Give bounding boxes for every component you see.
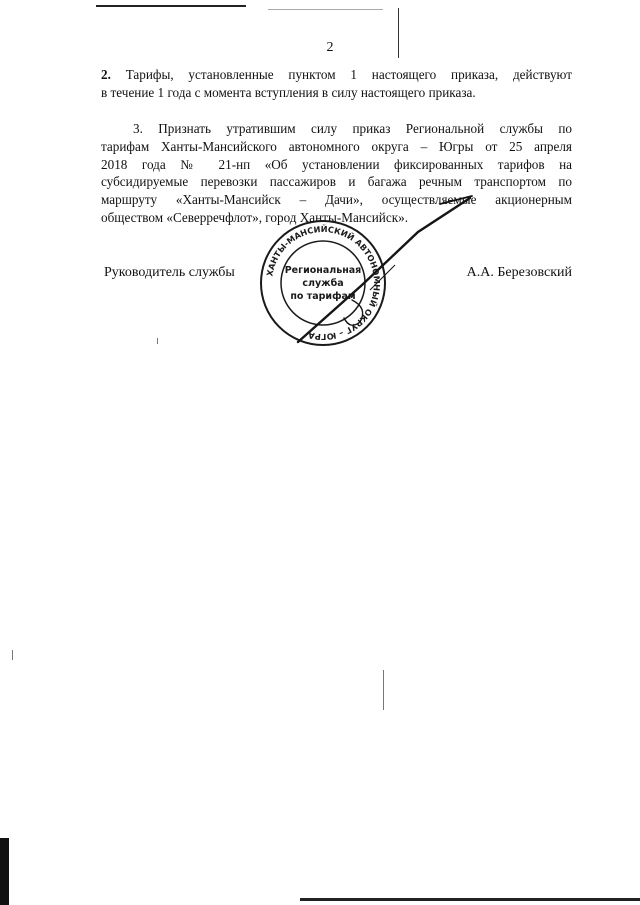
scan-artifact-top-faint [268,9,383,10]
paragraph-tariff-validity [101,66,572,102]
paragraph-number: 2. [101,67,111,82]
scan-artifact-top [96,5,246,7]
paragraph-line: маршруту «Ханты-Мансийск – Дачи», осуществляемые акционерным [101,192,572,208]
scan-speck [12,650,13,660]
signatory-title: Руководитель службы [104,265,235,280]
paragraph-line: 2018 года № 21-нп «Об установлении фиксированных тарифов на [101,156,572,172]
paragraph-line: субсидируемые перевозки пассажиров и багажа речным транспортом по [101,174,572,190]
scan-artifact-bottom [300,898,640,901]
paragraph-line: 3. Признать утратившим силу приказ Региональной службы по [133,121,572,136]
signatory-name: А.А. Березовский [466,265,572,280]
paragraph-line: тарифам Ханты-Мансийского автономного округа – Югры от 25 апреля [101,138,572,154]
signature-loop-stroke [344,300,363,325]
stamp-center-line: служба [302,278,344,289]
signature-main-stroke [298,198,470,342]
signature-thin-stroke [370,265,395,290]
paragraph-line: обществом «Северречфлот», город Ханты-Мансийск». [101,209,408,225]
scan-speck [157,338,158,344]
scan-speck [383,670,384,710]
handwritten-signature [290,190,480,350]
page-number: 2 [326,40,334,55]
paragraph-line: 2. Тарифы, установленные пунктом 1 настоящего приказа, действуют [101,67,572,82]
paragraph-line: в течение 1 года с момента вступления в силу настоящего приказа. [101,84,476,100]
stamp-center-line: по тарифам [290,291,356,302]
scan-artifact-vertical-line [398,8,399,58]
scan-artifact-left-bar [0,838,9,905]
stamp-ring-text: ХАНТЫ-МАНСИЙСКИЙ АВТОНОМНЫЙ ОКРУГ – ЮГРА [264,223,383,343]
stamp-center-line: Региональная [284,265,362,276]
